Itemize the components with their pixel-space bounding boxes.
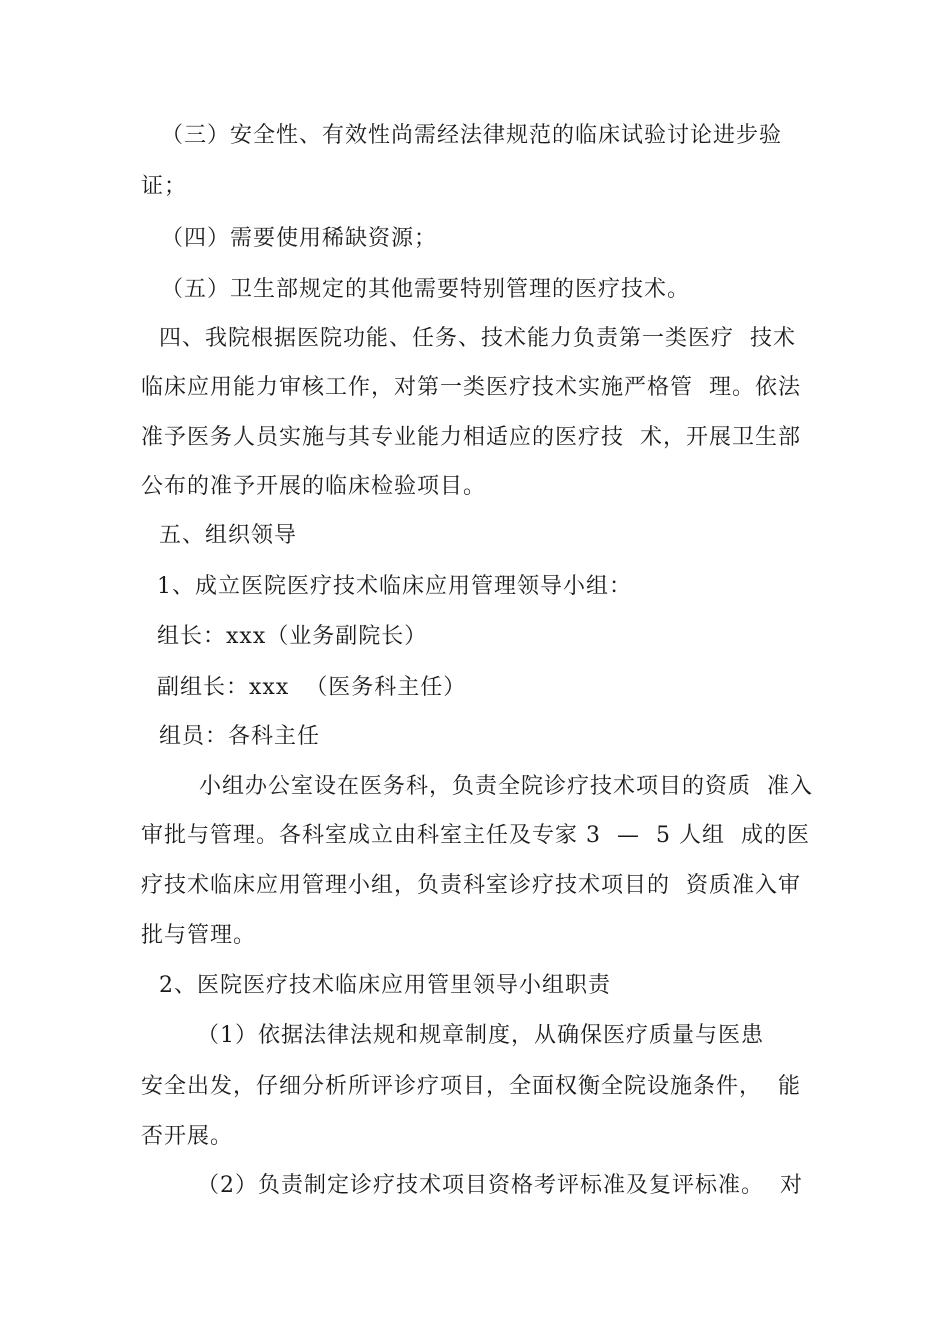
text-line: 否开展。	[141, 1124, 234, 1149]
text-line: 2、医院医疗技术临床应用管里领导小组职责	[159, 973, 611, 998]
text-line: 疗技术临床应用管理小组，负责科室诊疗技术项目的 资质准入审	[141, 873, 801, 898]
text-line: （三）安全性、有效性尚需经法律规范的临床试验讨论进步验	[161, 123, 783, 148]
text-line: （五）卫生部规定的其他需要特别管理的医疗技术。	[161, 277, 691, 302]
text-line: 组长：xxx（业务副院长）	[157, 624, 428, 649]
text-line: 四、我院根据医院功能、任务、技术能力负责第一类医疗 技术	[159, 326, 796, 351]
text-line: 审批与管理。各科室成立由科室主任及专家 3 — 5 人组 成的医	[141, 823, 810, 848]
text-line: 证；	[141, 174, 188, 199]
text-line: 五、组织领导	[159, 523, 298, 548]
text-line: 小组办公室设在医务科，负责全院诊疗技术项目的资质 准入	[199, 774, 813, 799]
text-line: 副组长：xxx （医务科主任）	[157, 675, 467, 700]
text-line: （2）负责制定诊疗技术项目资格考评标准及复评标准。 对	[197, 1173, 803, 1198]
text-line: 准予医务人员实施与其专业能力相适应的医疗技 术，开展卫生部	[141, 425, 801, 450]
text-line: （1）依据法律法规和规章制度，从确保医疗质量与医患	[197, 1023, 764, 1048]
text-line: （四）需要使用稀缺资源；	[161, 226, 438, 251]
text-line: 公布的准予开展的临床检验项目。	[141, 474, 487, 499]
text-line: 批与管理。	[141, 923, 257, 948]
text-line: 安全出发，仔细分析所评诊疗项目，全面权衡全院设施条件， 能	[141, 1074, 801, 1099]
text-line: 组员：各科主任	[159, 724, 321, 749]
text-line: 1、成立医院医疗技术临床应用管理领导小组：	[157, 574, 632, 599]
text-line: 临床应用能力审核工作，对第一类医疗技术实施严格管 理。依法	[141, 375, 801, 400]
